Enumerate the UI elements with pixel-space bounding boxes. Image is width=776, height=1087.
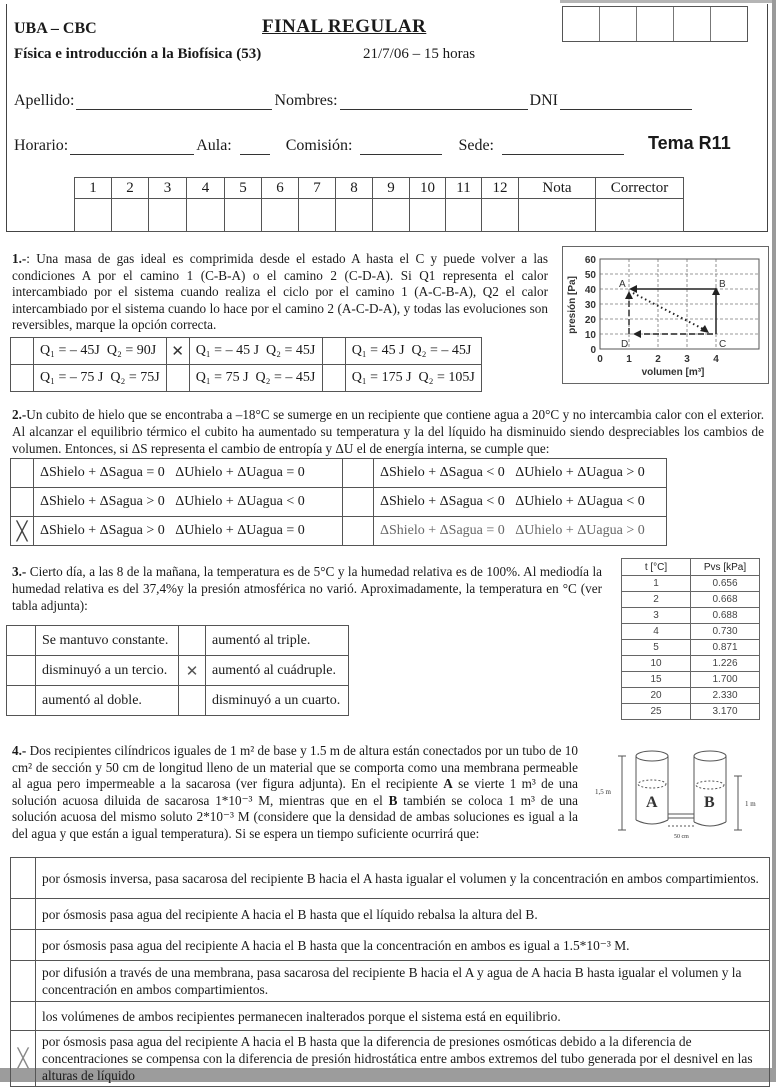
- grade-col-header: 10: [410, 178, 446, 199]
- q3-option-checkbox[interactable]: [7, 656, 36, 686]
- q2-option-checkbox[interactable]: [343, 488, 374, 517]
- cell-pvs: 0.871: [691, 640, 760, 656]
- entropy-relation: ΔShielo + ΔSagua = 0: [40, 465, 165, 480]
- svg-text:2: 2: [655, 354, 661, 365]
- q4-option: por ósmosis pasa agua del recipiente A hacia el B hasta que la concentración en ambos es igual a 1.5*10⁻³ M.: [36, 930, 770, 961]
- comision-field[interactable]: [360, 140, 442, 155]
- energy-relation: ΔUhielo + ΔUagua < 0: [515, 494, 645, 509]
- course-row: [14, 137, 626, 155]
- entropy-relation: ΔShielo + ΔSagua = 0: [380, 523, 505, 538]
- q2-option-checkbox[interactable]: ╳: [11, 517, 34, 546]
- subject: Física e introducción a la Biofísica (53): [14, 46, 262, 62]
- comision-label: Comisión:: [285, 137, 353, 154]
- svg-text:presión [Pa]: presión [Pa]: [567, 276, 578, 334]
- grade-col-header: 5: [225, 178, 262, 199]
- q2-option: [34, 459, 343, 488]
- institution: UBA – CBC: [14, 20, 97, 37]
- cell-pvs: 2.330: [691, 688, 760, 704]
- q2-value: Q₂ = – 45J: [255, 370, 316, 385]
- q1-option: [189, 365, 322, 392]
- table-row: [622, 656, 760, 672]
- energy-relation: ΔUhielo + ΔUagua = 0: [175, 465, 305, 480]
- col-header-temperature: t [°C]: [622, 559, 691, 576]
- svg-text:0: 0: [597, 354, 603, 365]
- cell-pvs: 1.700: [691, 672, 760, 688]
- dni-field[interactable]: [560, 95, 692, 110]
- cell-t: 4: [622, 624, 691, 640]
- q2-option: [34, 517, 343, 546]
- q4-option: por difusión a través de una membrana, pasa sacarosa del recipiente B hacia el A y agua de A hacia B hasta igualar el volumen y la concentración en ambos compartimientos.: [36, 961, 770, 1002]
- q1-number: 1.-: [12, 251, 27, 266]
- pv-diagram-svg: [563, 247, 768, 383]
- top-box[interactable]: [600, 7, 637, 41]
- cell-t: 2: [622, 592, 691, 608]
- tema-label: Tema R11: [648, 133, 731, 153]
- grade-cell[interactable]: [299, 199, 336, 232]
- grade-col-header: 3: [149, 178, 187, 199]
- q2-body: Un cubito de hielo que se encontraba a –18°C se sumerge en un recipiente que contiene agua a 20°C y no intercambia calor con el exterior. Al alcanzar el equilibrio térmico el cubito ha aumentado su temperatura y la del líquido ha disminuido siendo despreciables los cambios de volumen. Entonces, si ΔS representa el cambio de entropía y ΔU el de energía interna, se cumple que:: [12, 407, 764, 456]
- energy-relation: ΔUhielo + ΔUagua > 0: [515, 465, 645, 480]
- grade-col-header: 8: [336, 178, 373, 199]
- nota-cell[interactable]: [519, 199, 596, 232]
- grade-col-header: 1: [75, 178, 112, 199]
- grade-cell[interactable]: [373, 199, 410, 232]
- svg-text:0: 0: [590, 345, 596, 356]
- cell-t: 20: [622, 688, 691, 704]
- q4-option: por ósmosis inversa, pasa sacarosa del recipiente B hacia el A hasta igualar el volumen y la concentración en ambos compartimientos.: [36, 858, 770, 899]
- cell-pvs: 0.668: [691, 592, 760, 608]
- table-row: [622, 608, 760, 624]
- q2-option: [374, 488, 667, 517]
- cell-pvs: 0.656: [691, 576, 760, 592]
- q4-text: [12, 743, 578, 843]
- grade-col-header: 2: [112, 178, 149, 199]
- aula-field[interactable]: [240, 140, 270, 155]
- grade-cell[interactable]: [446, 199, 482, 232]
- entropy-relation: ΔShielo + ΔSagua > 0: [40, 494, 165, 509]
- q2-option: [374, 459, 667, 488]
- grade-cell[interactable]: [187, 199, 225, 232]
- q1-value: Q₁ = 75 J: [195, 370, 249, 385]
- grade-cell[interactable]: [225, 199, 262, 232]
- dni-label: DNI: [529, 92, 558, 109]
- q1-option-checkbox[interactable]: ✕: [166, 338, 189, 365]
- q2-option-checkbox[interactable]: [343, 517, 374, 546]
- q2-option: [374, 517, 667, 546]
- top-box[interactable]: [674, 7, 711, 41]
- q3-options: [6, 625, 349, 716]
- q3-option: disminuyó a un cuarto.: [206, 686, 349, 716]
- grade-col-header: 12: [482, 178, 519, 199]
- q3-text: [12, 563, 602, 614]
- q3-option: aumentó al cuádruple.: [206, 656, 349, 686]
- svg-text:40: 40: [584, 285, 596, 296]
- q2-option-checkbox[interactable]: [11, 488, 34, 517]
- q3-body: Cierto día, a las 8 de la mañana, la temperatura es de 5°C y la humedad relativa es de 100%. Al mediodía la humedad relativa es del 37,4%y la presión atmosférica no varió. Aproximadamente, la temperatura en °C (ver tabla adjunta):: [12, 564, 602, 613]
- cell-t: 3: [622, 608, 691, 624]
- q4-body: B: [388, 792, 398, 808]
- top-box[interactable]: [563, 7, 600, 41]
- entropy-relation: ΔShielo + ΔSagua < 0: [380, 465, 505, 480]
- horario-field[interactable]: [70, 140, 194, 155]
- q1-option: [345, 338, 481, 365]
- table-row: [622, 688, 760, 704]
- q2-option: [34, 488, 343, 517]
- q1-value: Q₁ = – 45J: [40, 343, 100, 358]
- table-row: [622, 576, 760, 592]
- q1-option: [34, 365, 167, 392]
- top-box[interactable]: [637, 7, 674, 41]
- energy-relation: ΔUhielo + ΔUagua < 0: [175, 494, 305, 509]
- grade-col-header: Nota: [519, 178, 596, 199]
- sede-field[interactable]: [502, 140, 624, 155]
- q4-body: también se coloca 1 m³ de una solución acuosa del mismo soluto 2*10⁻³ M (considere que la densidad de ambas soluciones es igual a la del agua y que están a igual temperatura). Si se espera un tiempo suficiente ocurrirá que:: [12, 792, 579, 841]
- q3-option: aumentó al triple.: [206, 626, 349, 656]
- height-a-label: 1,5 m: [595, 788, 611, 796]
- energy-relation: ΔUhielo + ΔUagua > 0: [515, 523, 645, 538]
- q3-option: Se mantuvo constante.: [36, 626, 179, 656]
- horario-label: Horario:: [14, 137, 69, 154]
- tube-length-label: 50 cm: [674, 834, 689, 840]
- svg-text:3: 3: [684, 354, 690, 365]
- cell-pvs: 1.226: [691, 656, 760, 672]
- table-row: [622, 640, 760, 656]
- label-a: A: [646, 794, 658, 811]
- grade-cell[interactable]: [112, 199, 149, 232]
- exam-title: FINAL REGULAR: [262, 16, 427, 37]
- cell-pvs: 0.688: [691, 608, 760, 624]
- exam-date: 21/7/06 – 15 horas: [363, 46, 476, 62]
- q1-value: Q₁ = – 45 J: [195, 343, 260, 358]
- q1-option-checkbox[interactable]: [11, 365, 34, 392]
- svg-text:30: 30: [584, 300, 596, 311]
- q2-option-checkbox[interactable]: [343, 459, 374, 488]
- q3-option-checkbox[interactable]: [179, 686, 206, 716]
- grade-table: [74, 177, 684, 232]
- q2-number: 2.-: [12, 407, 27, 422]
- grade-col-header: 9: [373, 178, 410, 199]
- table-row: [622, 624, 760, 640]
- cylinders-svg: [590, 742, 770, 850]
- q3-option-checkbox[interactable]: ✕: [179, 656, 206, 686]
- q4-option-checkbox[interactable]: ╳: [11, 1031, 36, 1087]
- table-row: [622, 704, 760, 720]
- cell-t: 1: [622, 576, 691, 592]
- q2-value: Q₂ = 75J: [110, 370, 160, 385]
- corrector-cell[interactable]: [596, 199, 684, 232]
- grade-cell[interactable]: [75, 199, 112, 232]
- top-box[interactable]: [711, 7, 747, 41]
- pv-diagram: [562, 246, 769, 384]
- table-row: [622, 672, 760, 688]
- q2-value: Q₂ = – 45J: [411, 343, 472, 358]
- q1-body: : Una masa de gas ideal es comprimida desde el estado A hasta el C y puede volver a las condiciones A por el camino 1 (C-B-A) o el camino 2 (C-D-A). Si Q1 representa el calor intercambiado por el sistema cuando realiza el ciclo por el camino 1 (A-C-B-A), Q2 el calor intercambiado por el sistema cuando lo hace por el camino 2 (A-C-D-A), y todas las evoluciones son reversibles, marque la opción correcta.: [12, 251, 548, 332]
- q4-number: 4.-: [12, 743, 27, 758]
- q3-number: 3.-: [12, 564, 27, 579]
- q2-text: [12, 406, 764, 457]
- apellido-label: Apellido:: [14, 92, 75, 109]
- q1-options: [10, 337, 482, 392]
- q4-body: Dos recipientes cilíndricos iguales de 1 m² de base y 1.5 m de altura están conectados por un tubo de 10 cm² de sección y 50 cm de longitud lleno de un material que se comporta como una membrana permeable al agua pero impermeable a la sacarosa (ver figura adjunta). En el recipiente: [12, 743, 578, 792]
- q1-value: Q₁ = – 75 J: [40, 370, 104, 385]
- svg-text:4: 4: [713, 354, 719, 365]
- svg-text:volumen [m³]: volumen [m³]: [641, 367, 705, 378]
- scan-edge-top: [560, 0, 776, 3]
- point-a-label: A: [619, 279, 626, 290]
- q1-option-checkbox[interactable]: [322, 365, 345, 392]
- q4-option-checkbox[interactable]: [11, 1002, 36, 1031]
- nombres-field[interactable]: [340, 95, 528, 110]
- grade-col-header: 6: [262, 178, 299, 199]
- q2-options: [10, 458, 667, 546]
- identity-row: [14, 92, 694, 110]
- q1-option: [34, 338, 167, 365]
- cell-pvs: 3.170: [691, 704, 760, 720]
- q4-option-checkbox[interactable]: [11, 899, 36, 930]
- q2-option-checkbox[interactable]: [11, 459, 34, 488]
- q1-option: [345, 365, 481, 392]
- point-c-label: C: [719, 339, 727, 350]
- cell-t: 10: [622, 656, 691, 672]
- grade-cell[interactable]: [482, 199, 519, 232]
- q3-option-checkbox[interactable]: [7, 626, 36, 656]
- table-row: [622, 592, 760, 608]
- y-tick: 60: [584, 255, 596, 266]
- q2-value: Q₂ = 90J: [106, 343, 157, 358]
- svg-text:10: 10: [584, 330, 596, 341]
- q1-value: Q₁ = 175 J: [351, 370, 412, 385]
- q4-option-checkbox[interactable]: [11, 930, 36, 961]
- energy-relation: ΔUhielo + ΔUagua = 0: [175, 523, 305, 538]
- svg-text:50: 50: [584, 270, 596, 281]
- q1-text: [12, 251, 548, 334]
- q3-option-checkbox[interactable]: [179, 626, 206, 656]
- scan-edge-right: [772, 0, 776, 1082]
- cell-t: 5: [622, 640, 691, 656]
- apellido-field[interactable]: [76, 95, 272, 110]
- height-b-label: 1 m: [745, 800, 756, 808]
- aula-label: Aula:: [196, 137, 232, 154]
- cell-t: 25: [622, 704, 691, 720]
- point-b-label: B: [719, 279, 726, 290]
- q1-option-checkbox[interactable]: [166, 365, 189, 392]
- q1-option-checkbox[interactable]: [11, 338, 34, 365]
- sede-label: Sede:: [458, 137, 494, 154]
- q2-value: Q₂ = 105J: [418, 370, 475, 385]
- q4-option-checkbox[interactable]: [11, 961, 36, 1002]
- q1-option: [189, 338, 322, 365]
- grade-cell[interactable]: [262, 199, 299, 232]
- q4-option-checkbox[interactable]: [11, 858, 36, 899]
- grade-cell[interactable]: [336, 199, 373, 232]
- grade-col-header: 7: [299, 178, 336, 199]
- label-b: B: [704, 794, 715, 811]
- q4-body: se vierte 1 m³ de una solución acuosa diluida de sacarosa 1*10⁻³ M, mientras que en el: [12, 776, 578, 808]
- col-header-pressure: Pvs [kPa]: [691, 559, 760, 576]
- q1-value: Q₁ = 45 J: [351, 343, 405, 358]
- entropy-relation: ΔShielo + ΔSagua < 0: [380, 494, 505, 509]
- vapor-pressure-table: [621, 558, 760, 720]
- svg-text:20: 20: [584, 315, 596, 326]
- grade-cell[interactable]: [149, 199, 187, 232]
- q4-body: A: [443, 776, 453, 792]
- svg-text:1: 1: [626, 354, 632, 365]
- q3-option-checkbox[interactable]: [7, 686, 36, 716]
- grade-col-header: 4: [187, 178, 225, 199]
- q4-option: por ósmosis pasa agua del recipiente A hacia el B hasta que la diferencia de presiones osmóticas debido a la diferencia de concentraciones se compensa con la diferencia de presión hidrostática entre ambos extremos del tubo generada por el desnivel en las alturas de líquido: [36, 1031, 770, 1087]
- q3-option: disminuyó a un tercio.: [36, 656, 179, 686]
- nombres-label: Nombres:: [274, 92, 338, 109]
- q1-option-checkbox[interactable]: [322, 338, 345, 365]
- q3-option: aumentó al doble.: [36, 686, 179, 716]
- grade-col-header: 11: [446, 178, 482, 199]
- point-d-label: D: [621, 339, 629, 350]
- q4-options: [10, 857, 770, 1087]
- q4-option: por ósmosis pasa agua del recipiente A hacia el B hasta que el líquido rebalsa la altura del B.: [36, 899, 770, 930]
- q2-value: Q₂ = 45J: [266, 343, 316, 358]
- cylinders-figure: [590, 742, 770, 850]
- grade-col-header: Corrector: [596, 178, 684, 199]
- top-grade-boxes: [562, 6, 748, 42]
- entropy-relation: ΔShielo + ΔSagua > 0: [40, 523, 165, 538]
- cell-t: 15: [622, 672, 691, 688]
- grade-cell[interactable]: [410, 199, 446, 232]
- q4-option: los volúmenes de ambos recipientes permanecen inalterados porque el sistema está en equilibrio.: [36, 1002, 770, 1031]
- cell-pvs: 0.730: [691, 624, 760, 640]
